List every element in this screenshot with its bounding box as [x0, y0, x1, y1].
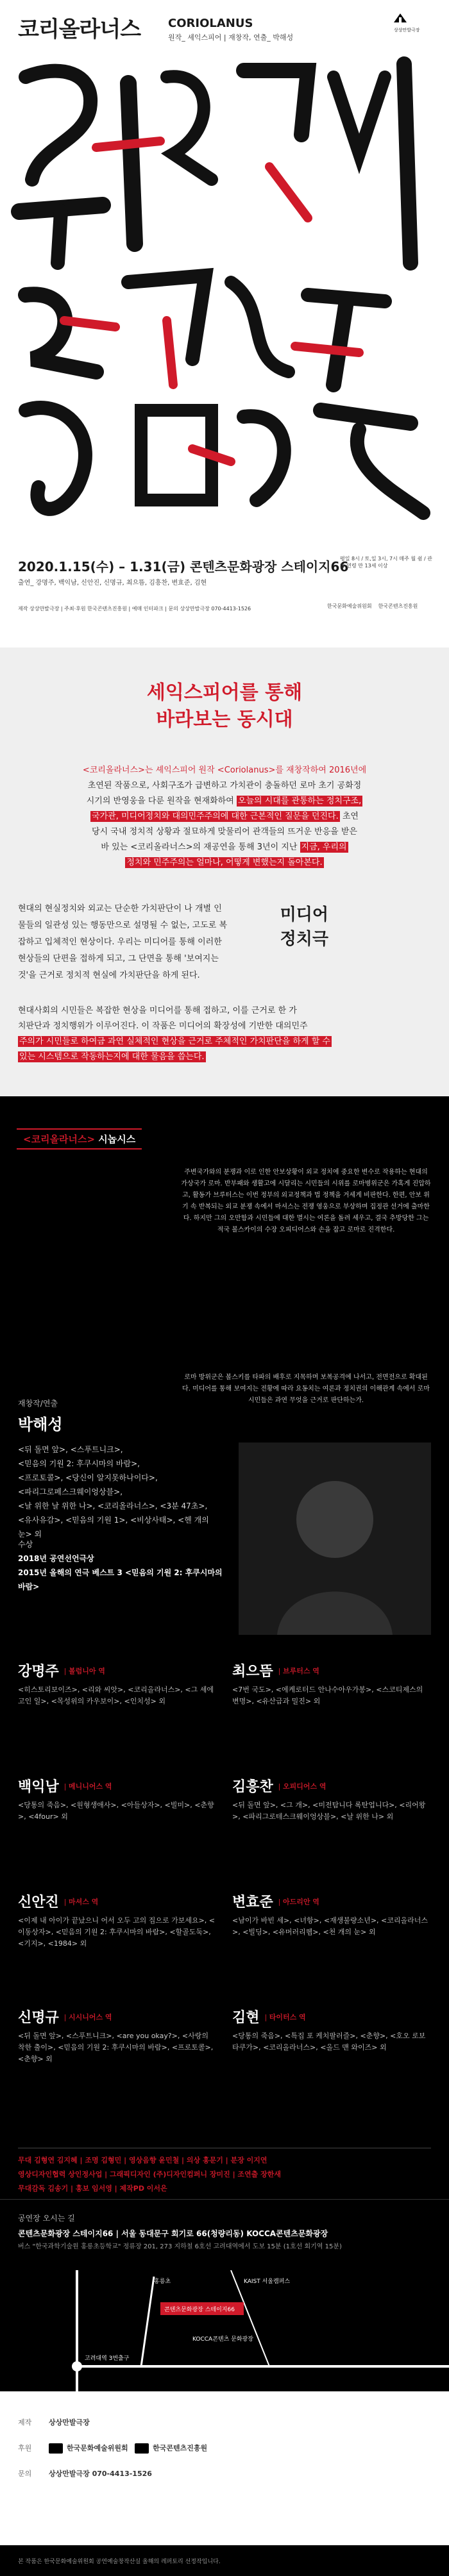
synopsis-tag-title: <코리올라너스> — [23, 1133, 96, 1145]
poster-credits: 제작 상상만발극장 | 주최·후원 한국콘텐츠진흥원 | 예매 인터파크 | 문의 상상만발극장 070-4413-1526 — [18, 606, 251, 612]
cast-card — [232, 1776, 431, 1823]
media-politics-title-line2: 정치극 — [280, 930, 328, 949]
concept-line: 초연 — [339, 812, 359, 821]
cast-role-text: 마셔스 역 — [68, 1898, 99, 1906]
concept-line: 시기의 반영웅을 다룬 원작을 현재화하여 — [86, 796, 234, 806]
concept-heading-line2: 바라보는 동시대 — [156, 708, 293, 731]
award-label: 수상 — [18, 1540, 33, 1549]
director-awards — [18, 1537, 223, 1594]
staff-line: 무대감독 김송기 | 홍보 임서영 | 제작PD 이서은 — [18, 2184, 167, 2193]
director-work: <파리그로페스크웨이엉상블>, — [18, 1487, 123, 1496]
footer-label: 후원 — [18, 2444, 32, 2452]
directions-venue: 콘텐츠문화광장 스테이지66 | 서울 동대문구 회기로 66(청량리동) KOCCA콘텐츠문화광장 — [18, 2229, 328, 2238]
concept-highlight: 있는 시스템으로 작동하는지에 대한 물음을 씁는다. — [19, 1052, 205, 1062]
concept-line: 당시 국내 정치적 상황과 절묘하게 맞물리어 관객들의 뜨거운 반응을 받은 — [92, 827, 357, 837]
portrait-figure — [239, 1443, 431, 1635]
footer-note: 본 작품은 한국문화예술위원회 공연예술창작산실 올해의 레퍼토리 선정작입니다. — [0, 2545, 449, 2576]
sponsor-kocca: 한국콘텐츠진흥원 — [378, 603, 418, 609]
poster-section — [0, 0, 449, 648]
footer-sponsor — [18, 2443, 207, 2454]
concept-section — [0, 648, 449, 1096]
award-item: 2015년 올해의 연극 베스트 3 <믿음의 기원 2: 후쿠시마의 바람> — [18, 1568, 223, 1591]
footer-value: 한국콘텐츠진흥원 — [153, 2444, 208, 2452]
calligraphy-art — [0, 51, 449, 545]
cast-role-text: 아드리안 역 — [282, 1898, 319, 1906]
footer-value: 한국문화예술위원회 — [67, 2444, 128, 2452]
poster-date: 2020.1.15(수) – 1.31(금) 콘텐츠문화광장 스테이지66 — [18, 559, 349, 574]
cast-card — [232, 1891, 431, 1938]
concept-heading — [0, 680, 449, 733]
cast-card — [18, 1891, 217, 1950]
concept-line: 현대사회의 시민들은 복잡한 현상을 미디어를 통해 접하고, 이를 근거로 한 가 — [18, 1006, 297, 1016]
cast-card — [232, 2007, 431, 2053]
poster-title: 코리올라너스 — [18, 17, 141, 42]
cast-role: | 시시니어스 역 — [64, 2013, 112, 2021]
media-politics-title — [264, 903, 328, 951]
cast-name: 신안진 — [18, 1894, 59, 1911]
concept-line: 치판단과 정치행위가 이루어진다. 이 작품은 미디어의 확장성에 기반한 대의민주 — [18, 1021, 308, 1031]
directions-heading: 공연장 오시는 길 — [18, 2214, 75, 2223]
footer-value: 상상만발극장 070-4413-1526 — [49, 2470, 152, 2478]
station-icon — [72, 2361, 82, 2371]
concept-highlight: 주의가 시민들로 하여금 과연 실체적인 현상을 근거로 주체적인 가치판단을 하게 할 수 — [19, 1037, 330, 1046]
poster-cast: 출연_ 강명주, 백익남, 신안진, 신명규, 최으뜸, 김흥찬, 변효준, 김현 — [18, 580, 207, 587]
arko-logo-icon — [49, 2443, 63, 2454]
cast-works: <이제 내 아이가 끝났으니 어서 오두 고의 집으로 가보세요>, <이동상자>, <믿음의 기원 2: 후쿠시마의 바람>, <할골도둑>, <기지>, <1984> 외 — [18, 1916, 216, 1948]
cast-role: | 볼럼니아 역 — [64, 1667, 105, 1675]
map-label-station: 고려대역 3번출구 — [85, 2355, 130, 2362]
concept-highlight: 오늘의 시대를 관통하는 정치구조, — [237, 796, 362, 806]
poster-eng-title: CORIOLANUS — [168, 17, 253, 30]
director-name: 박해성 — [18, 1415, 63, 1434]
media-politics-text: 현대의 현실정치와 외교는 단순한 가치판단이 나 개별 인물들의 일관성 있는 행동만으로 설명될 수 없는, 고도로 복잡하고 입체적인 현상이다. 우리는 미디어를 통해 이러한 현상들의 단편을 접하게 되고, 그 단면을 통해 '보여지는 것'을 근거로 정치적 현실에 가치판단을 하게 된다. — [18, 904, 228, 980]
cast-name: 김현 — [232, 2009, 260, 2026]
map-label-school: 홍릉초 — [154, 2279, 171, 2285]
cast-name: 최으뜸 — [232, 1663, 273, 1680]
concept-highlight: 국가관, 미디어정치와 대의민주주의에 대한 근본적인 질문을 던진다. — [92, 812, 339, 821]
concept-line: <코리올라너스>는 셰익스피어 원작 <Coriolanus>를 재창작하여 2016년에 — [82, 765, 367, 775]
cast-name: 변효준 — [232, 1894, 273, 1911]
cast-works: <당통의 죽음>, <특집 포 케치팔러즐>, <춘향>, <호오 로보타쿠가>, <코리올라너스>, <올드 맨 와이즈> 외 — [232, 2032, 426, 2052]
cast-works: <당통의 죽음>, <원형생애사>, <아들상자>, <빌미>, <춘향>, <4four> 외 — [18, 1801, 214, 1821]
cast-name: 신명규 — [18, 2009, 59, 2026]
cast-name: 강명주 — [18, 1663, 59, 1680]
concept-paragraph — [45, 763, 404, 871]
director-label: 재창작/연출 — [18, 1399, 58, 1408]
cast-role-text: 오피디어스 역 — [282, 1782, 326, 1791]
staff-line: 무대 김형연 김지혜 | 조명 김형민 | 영상음향 윤민철 | 의상 홍문기 | 분장 이지연 — [18, 2156, 267, 2164]
cast-role-text: 메니니어스 역 — [68, 1782, 112, 1791]
director-work: <뒤 돌면 앞>, <스푸트니크>, — [18, 1445, 123, 1454]
synopsis-text: 주변국가와의 분쟁과 이로 인한 안보상황이 외교 정치에 중요한 변수로 작용하는 현대의 가상국가 로마. 반부패와 생활고에 시달리는 시민들의 시위를 로마병위군은 가혹게 진압하고, 활동가 브루터스는 이번 정부의 외교정책과 법 정책을 거세게 비판한다. 한편, 안보 위기 속 반복되는 외교 분쟁 속에서 마셔스는 전쟁 영웅으로 부상하며 집정관 선거에 출마한다. 하지만 그의 오만함과 시민들에 대한 멸시는 여론을 돌려 세우고, 결국 추방당한 그는 적국 볼스카이의 수장 오피디어스와 손을 잡고 로마로 진격한다. — [181, 1169, 431, 1234]
footer-inquiry — [18, 2468, 152, 2479]
cast-role-text: 브루터스 역 — [282, 1667, 319, 1675]
footer-label: 문의 — [18, 2470, 32, 2478]
footer-section — [0, 2391, 449, 2576]
synopsis-text-2: 로마 방위군은 볼스키를 타파의 배후로 지목하며 보복공격에 나서고, 전면전으로 확대된다. 미디어를 통해 보여지는 전황에 따라 요동치는 여론과 정치권의 이해관계 속에서 로마 시민들은 과연 무엇을 근거로 판단하는가. — [182, 1374, 430, 1404]
cast-role-text: 시시니어스 역 — [68, 2013, 112, 2021]
poster-sponsors — [327, 603, 436, 610]
director-portrait — [239, 1443, 431, 1635]
cast-works: <7번 국도>, <에케로터드 안나수아우가봉>, <스코티제스의 변명>, <유산급과 밀진> 외 — [232, 1685, 423, 1705]
director-work: <날 위한 날 위한 나>, <코리올라너스>, <3분 47초>, — [18, 1501, 208, 1510]
director-works — [18, 1443, 210, 1541]
directions-section — [0, 2199, 449, 2391]
director-work: <믿음의 기원 2: 후쿠시마의 바람>, — [18, 1459, 140, 1468]
cast-role: | 아드리안 역 — [278, 1898, 319, 1906]
cast-works: <남이가 바빈 세>, <녀항>, <재생불량소년>, <코리올라너스>, <빌딩>, <유머러리웹>, <천 개의 눈> 외 — [232, 1916, 428, 1936]
staff-line: 영상디자인협력 상인정사업 | 그래픽디자인 (주)디자인컴퍼니 장미진 | 조연출 장한새 — [18, 2170, 282, 2179]
concept-heading-line1: 세익스피어를 통해 — [146, 682, 303, 704]
cast-name: 백익남 — [18, 1778, 59, 1795]
theater-logo — [394, 13, 435, 35]
cast-role: | 마셔스 역 — [64, 1898, 99, 1906]
synopsis-section — [0, 1096, 449, 2199]
map-label-kocca: KOCCA콘텐츠 문화광장 — [192, 2336, 253, 2343]
cast-works: <뒤 돌면 앞>, <그 개>, <미전탐니다 록탄업니다>, <리어왕>, <파리그로테스크웨이엉상블>, <날 위한 나> 외 — [232, 1801, 426, 1821]
director-work: <프로토콜>, <당신이 알지못하나이다>, — [18, 1473, 158, 1482]
media-politics-title-line1: 미디어 — [280, 905, 328, 924]
cast-name: 김흥찬 — [232, 1778, 273, 1795]
cast-card — [18, 1660, 217, 1707]
footer-value: 상상만발극장 — [49, 2418, 90, 2427]
cast-role: | 타이터스 역 — [264, 2013, 306, 2021]
map-label-venue: 콘텐츠문화광장 스테이지66 — [164, 2307, 235, 2313]
concept-highlight: 정치와 민주주의는 얼마나, 어떻게 변했는지 돌아본다. — [126, 858, 323, 867]
cast-card — [18, 1776, 217, 1823]
poster-schedule-note: 평일 8시 / 토,일 3시, 7시 매주 월 쉼 / 관람 연령 만 13세 이상 — [340, 556, 432, 569]
concept-highlight: 지금, 우리의 — [301, 842, 347, 852]
synopsis-tag — [17, 1128, 142, 1150]
cast-card — [18, 2007, 217, 2065]
cast-works: <뒤 돌면 앞>, <스푸트니크>, <are you okay?>, <사랑의 착한 출이>, <믿음의 기원 2: 후쿠시마의 바람>, <프로토콜>, <춘향> 외 — [18, 2032, 214, 2063]
concept-paragraph-2 — [18, 1003, 428, 1065]
theater-logo-icon — [394, 13, 407, 22]
cast-card — [232, 1660, 431, 1707]
footer-label: 제작 — [18, 2418, 32, 2427]
cast-role-text: 타이터스 역 — [269, 2013, 306, 2021]
concept-line: 바 있는 <코리올라너스>의 재공연을 통해 3년이 지난 — [101, 842, 298, 852]
staff-credits — [18, 2148, 431, 2196]
concept-line: 초연된 작품으로, 사회구조가 급변하고 가치관이 충돌하던 로마 초기 공화정 — [87, 781, 362, 790]
cast-role: | 오피디어스 역 — [278, 1782, 326, 1791]
footer-producer — [18, 2417, 90, 2427]
cast-role: | 메니니어스 역 — [64, 1782, 112, 1791]
directions-note: 버스 "한국과학기술원 홍릉초등학교" 정류장 201, 273 지하철 6호선 고려대역에서 도보 15분 (1호선 회기역 15분) — [18, 2243, 342, 2250]
award-item: 2018년 공연선언극상 — [18, 1554, 94, 1563]
sponsor-arko: 한국문화예술위원회 — [327, 603, 372, 609]
map-label-kaist: KAIST 서울캠퍼스 — [244, 2279, 291, 2285]
synopsis-tag-label: 시놉시스 — [95, 1133, 136, 1145]
poster-subtitle: 원작_ 셰익스피어 | 재창작, 연출_ 박해성 — [168, 33, 294, 42]
theater-logo-text: 상상만발극장 — [394, 28, 420, 33]
cast-role: | 브루터스 역 — [278, 1667, 319, 1675]
kocca-logo-icon — [135, 2443, 149, 2454]
cast-role-text: 볼럼니아 역 — [68, 1667, 105, 1675]
location-map — [0, 2270, 449, 2392]
director-work: <유사유감>, <믿음의 기원 1>, <비상사태>, <헨 개의 눈> 외 — [18, 1516, 209, 1539]
cast-works: <히스토리보이즈>, <리와 씨앗>, <코리올라너스>, <그 셰에 고인 일>, <목성위의 카우보이>, <인치성> 외 — [18, 1685, 214, 1705]
